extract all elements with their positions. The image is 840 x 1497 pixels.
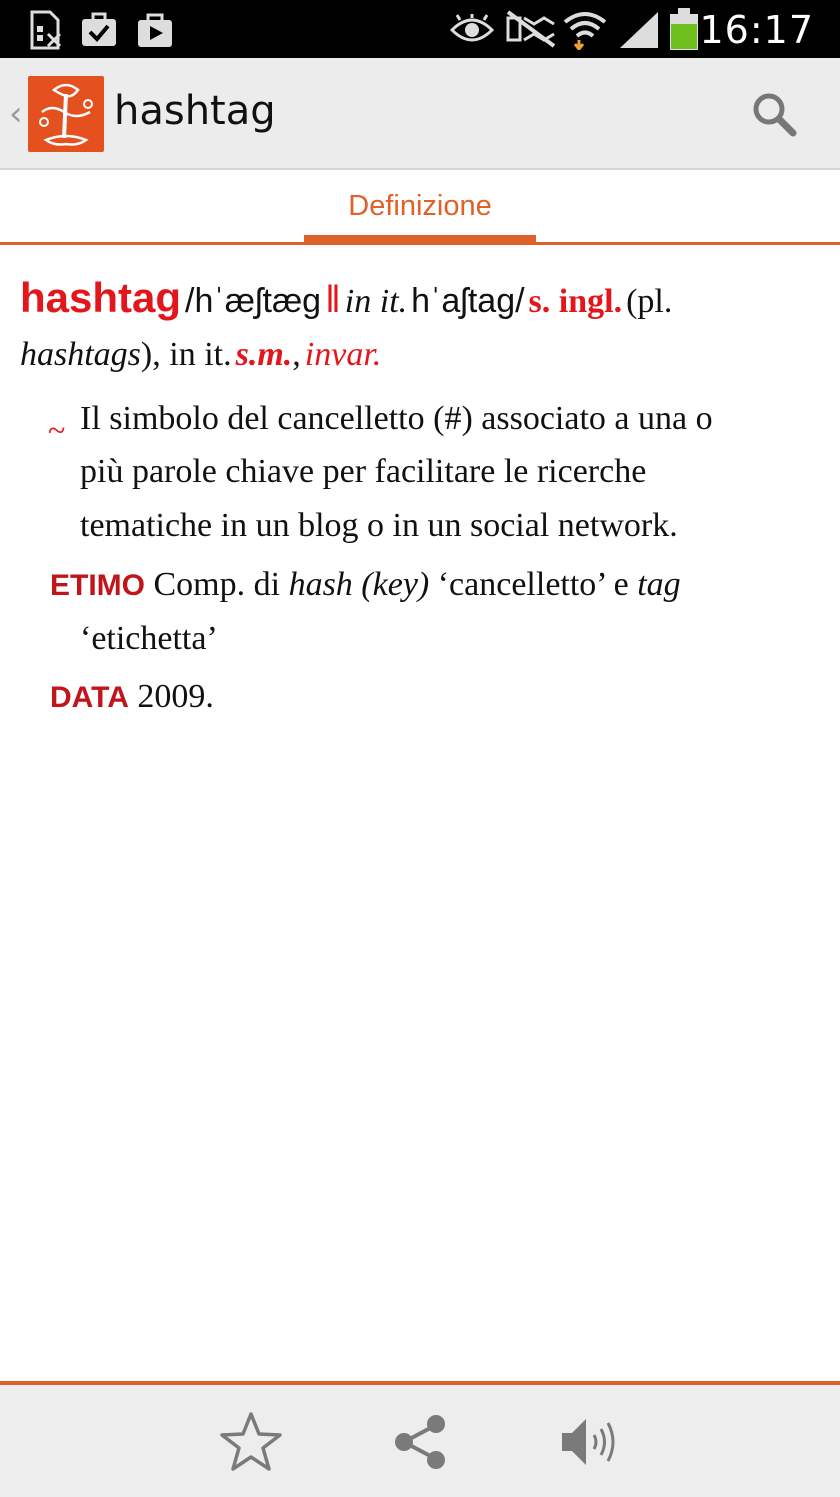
tab-definizione[interactable] [304,170,536,242]
star-icon [218,1409,284,1475]
store-bag-icon [136,10,174,48]
etimo-tag: tag [637,566,681,603]
etimo-text-2: ‘cancelletto’ e [437,566,629,603]
definition-line-3: tematiche in un blog o in un social network. [80,507,678,544]
share-button[interactable] [388,1409,454,1475]
data-label: DATA [50,681,129,714]
tab-label: Definizione [348,190,492,222]
signal-icon [618,10,660,50]
invar-label: invar. [304,336,382,373]
etimo-text-1: Comp. di [153,566,281,603]
headword: hashtag [20,274,182,321]
plural-form: hashtags [20,336,141,373]
favorite-button[interactable] [218,1409,284,1475]
eye-icon [450,14,494,46]
plural-close: ), in it. [140,336,232,373]
wifi-icon [562,10,608,50]
comma: , [292,336,301,373]
app-logo-icon[interactable] [28,76,104,152]
separator: ‖ [325,279,341,321]
plural-open: (pl. [626,283,673,320]
in-it-label: in it. [344,283,408,320]
pos-main: s. ingl. [528,283,623,320]
pos-it: s.m. [235,336,293,373]
etimo-line [50,566,681,604]
etimo-line-2: ‘etichetta’ [80,620,218,657]
chevron-left-icon[interactable]: ‹ [9,94,23,134]
data-line [50,678,214,716]
battery-icon [668,6,700,52]
page-title: hashtag [114,88,276,134]
briefcase-check-icon [80,10,118,48]
definition-line-1: Il simbolo del cancelletto (#) associato a una o [80,400,713,437]
etimo-label: ETIMO [50,569,145,602]
definition-marker: ~ [48,412,66,448]
status-time: 16:17 [699,8,814,52]
speaker-icon [556,1409,622,1475]
pronunciation-it: hˈaʃtag/ [411,282,525,320]
sim-card-icon [28,10,64,50]
entry-header-line-2 [20,336,381,374]
pronunciation-en: /hˈæʃtæg [185,282,322,320]
share-icon [388,1409,454,1475]
entry-header-line [20,274,672,322]
mute-icon [504,10,558,48]
tab-bar [0,170,840,245]
bottom-toolbar [0,1381,840,1497]
data-value: 2009. [137,678,214,715]
action-bar [0,58,840,170]
etimo-hash: hash (key) [288,566,430,603]
status-bar [0,0,840,58]
pronounce-button[interactable] [556,1409,622,1475]
search-button[interactable] [748,88,802,142]
definition-line-2: più parole chiave per facilitare le ricerche [80,453,647,490]
search-icon [748,88,802,142]
tab-indicator [304,235,536,245]
